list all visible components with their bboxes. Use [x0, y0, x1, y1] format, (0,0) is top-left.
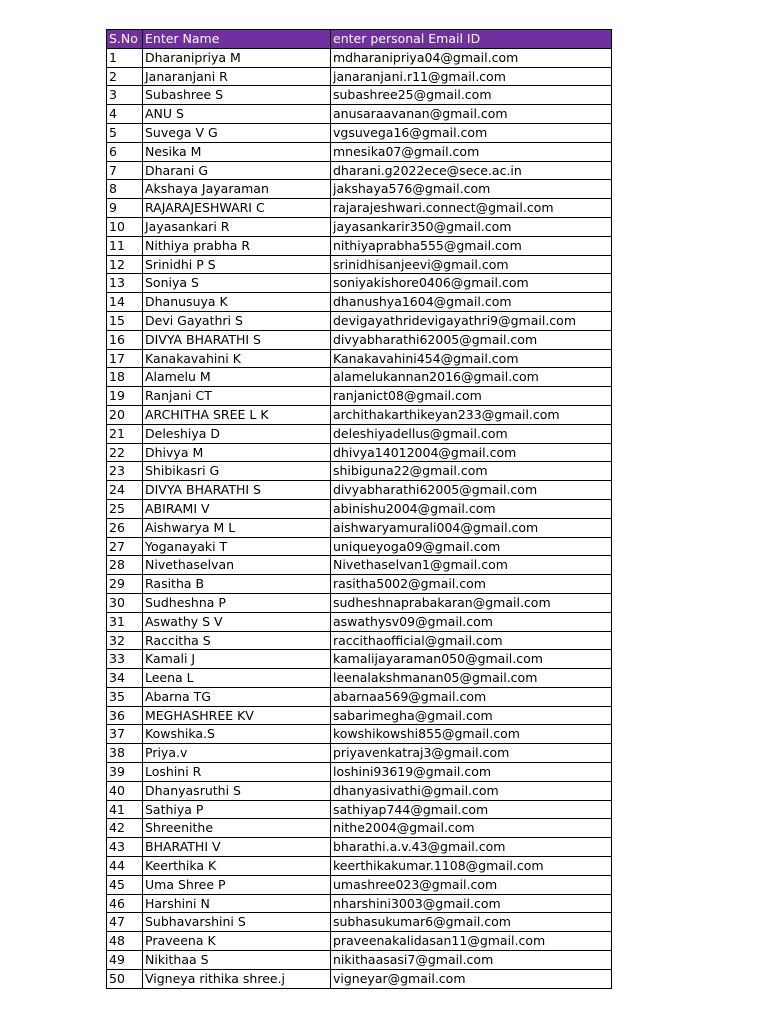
- cell-sno: 22: [107, 443, 143, 462]
- cell-email: praveenakalidasan11@gmail.com: [331, 932, 612, 951]
- cell-sno: 24: [107, 481, 143, 500]
- cell-sno: 19: [107, 387, 143, 406]
- cell-email: deleshiyadellus@gmail.com: [331, 424, 612, 443]
- cell-email: vgsuvega16@gmail.com: [331, 123, 612, 142]
- table-row: [107, 481, 612, 500]
- cell-sno: 7: [107, 161, 143, 180]
- table-row: [107, 161, 612, 180]
- cell-sno: 49: [107, 951, 143, 970]
- cell-name: Sudheshna P: [143, 593, 331, 612]
- cell-email: raccithaofficial@gmail.com: [331, 631, 612, 650]
- cell-email: sathiyap744@gmail.com: [331, 800, 612, 819]
- cell-name: DIVYA BHARATHI S: [143, 481, 331, 500]
- cell-name: MEGHASHREE KV: [143, 706, 331, 725]
- cell-email: janaranjani.r11@gmail.com: [331, 67, 612, 86]
- table-row: [107, 706, 612, 725]
- cell-name: Dhanusuya K: [143, 293, 331, 312]
- cell-name: Kamali J: [143, 650, 331, 669]
- cell-name: Loshini R: [143, 763, 331, 782]
- cell-email: dhivya14012004@gmail.com: [331, 443, 612, 462]
- cell-name: Soniya S: [143, 274, 331, 293]
- table-row: [107, 405, 612, 424]
- cell-name: Rasitha B: [143, 575, 331, 594]
- cell-email: anusaraavanan@gmail.com: [331, 105, 612, 124]
- cell-email: Kanakavahini454@gmail.com: [331, 349, 612, 368]
- cell-name: RAJARAJESHWARI C: [143, 199, 331, 218]
- cell-email: subashree25@gmail.com: [331, 86, 612, 105]
- cell-sno: 39: [107, 763, 143, 782]
- cell-sno: 21: [107, 424, 143, 443]
- cell-name: Akshaya Jayaraman: [143, 180, 331, 199]
- cell-email: divyabharathi62005@gmail.com: [331, 481, 612, 500]
- cell-name: ANU S: [143, 105, 331, 124]
- cell-sno: 18: [107, 368, 143, 387]
- table-row: [107, 424, 612, 443]
- cell-name: Aishwarya M L: [143, 518, 331, 537]
- cell-name: Jayasankari R: [143, 217, 331, 236]
- cell-email: rasitha5002@gmail.com: [331, 575, 612, 594]
- table-row: [107, 180, 612, 199]
- cell-sno: 11: [107, 236, 143, 255]
- table-row: [107, 575, 612, 594]
- table-row: [107, 556, 612, 575]
- cell-email: divyabharathi62005@gmail.com: [331, 330, 612, 349]
- cell-email: uniqueyoga09@gmail.com: [331, 537, 612, 556]
- cell-email: mnesika07@gmail.com: [331, 142, 612, 161]
- cell-sno: 47: [107, 913, 143, 932]
- table-row: [107, 969, 612, 988]
- table-row: [107, 67, 612, 86]
- cell-sno: 20: [107, 405, 143, 424]
- table-row: [107, 593, 612, 612]
- cell-email: nithe2004@gmail.com: [331, 819, 612, 838]
- cell-email: alamelukannan2016@gmail.com: [331, 368, 612, 387]
- cell-name: Priya.v: [143, 744, 331, 763]
- cell-sno: 4: [107, 105, 143, 124]
- cell-name: Subhavarshini S: [143, 913, 331, 932]
- cell-name: Nikithaa S: [143, 951, 331, 970]
- cell-name: Vigneya rithika shree.j: [143, 969, 331, 988]
- cell-sno: 37: [107, 725, 143, 744]
- cell-sno: 50: [107, 969, 143, 988]
- cell-email: bharathi.a.v.43@gmail.com: [331, 838, 612, 857]
- cell-name: Alamelu M: [143, 368, 331, 387]
- cell-name: Nivethaselvan: [143, 556, 331, 575]
- cell-email: jakshaya576@gmail.com: [331, 180, 612, 199]
- table-row: [107, 857, 612, 876]
- cell-email: sudheshnaprabakaran@gmail.com: [331, 593, 612, 612]
- cell-email: umashree023@gmail.com: [331, 875, 612, 894]
- cell-email: aishwaryamurali004@gmail.com: [331, 518, 612, 537]
- table-row: [107, 311, 612, 330]
- cell-name: Harshini N: [143, 894, 331, 913]
- cell-sno: 48: [107, 932, 143, 951]
- table-row: [107, 86, 612, 105]
- cell-sno: 43: [107, 838, 143, 857]
- table-row: [107, 612, 612, 631]
- cell-email: abinishu2004@gmail.com: [331, 499, 612, 518]
- table-row: [107, 199, 612, 218]
- cell-sno: 40: [107, 781, 143, 800]
- cell-name: Praveena K: [143, 932, 331, 951]
- table-row: [107, 330, 612, 349]
- cell-name: Devi Gayathri S: [143, 311, 331, 330]
- table-row: [107, 443, 612, 462]
- cell-sno: 38: [107, 744, 143, 763]
- cell-sno: 44: [107, 857, 143, 876]
- cell-sno: 45: [107, 875, 143, 894]
- cell-email: keerthikakumar.1108@gmail.com: [331, 857, 612, 876]
- cell-sno: 10: [107, 217, 143, 236]
- table-row: [107, 368, 612, 387]
- cell-sno: 1: [107, 48, 143, 67]
- table-row: [107, 236, 612, 255]
- cell-name: Shibikasri G: [143, 462, 331, 481]
- cell-name: Nithiya prabha R: [143, 236, 331, 255]
- table-row: [107, 123, 612, 142]
- cell-name: Dhanyasruthi S: [143, 781, 331, 800]
- cell-name: Abarna TG: [143, 687, 331, 706]
- table-row: [107, 48, 612, 67]
- table-row: [107, 462, 612, 481]
- table-row: [107, 349, 612, 368]
- cell-name: Kowshika.S: [143, 725, 331, 744]
- cell-sno: 5: [107, 123, 143, 142]
- cell-email: archithakarthikeyan233@gmail.com: [331, 405, 612, 424]
- table-row: [107, 932, 612, 951]
- cell-sno: 35: [107, 687, 143, 706]
- cell-email: kowshikowshi855@gmail.com: [331, 725, 612, 744]
- table-row: [107, 537, 612, 556]
- cell-sno: 41: [107, 800, 143, 819]
- table-row: [107, 744, 612, 763]
- cell-email: loshini93619@gmail.com: [331, 763, 612, 782]
- cell-name: Sathiya P: [143, 800, 331, 819]
- cell-sno: 23: [107, 462, 143, 481]
- cell-sno: 12: [107, 255, 143, 274]
- cell-email: vigneyar@gmail.com: [331, 969, 612, 988]
- cell-name: Yoganayaki T: [143, 537, 331, 556]
- cell-name: ARCHITHA SREE L K: [143, 405, 331, 424]
- cell-name: Leena L: [143, 669, 331, 688]
- table-row: [107, 763, 612, 782]
- cell-name: Raccitha S: [143, 631, 331, 650]
- table-body: [107, 48, 612, 988]
- cell-sno: 27: [107, 537, 143, 556]
- cell-sno: 25: [107, 499, 143, 518]
- cell-name: Deleshiya D: [143, 424, 331, 443]
- cell-sno: 32: [107, 631, 143, 650]
- table-row: [107, 913, 612, 932]
- cell-sno: 28: [107, 556, 143, 575]
- table-row: [107, 499, 612, 518]
- header-email: enter personal Email ID: [331, 30, 612, 49]
- cell-name: Uma Shree P: [143, 875, 331, 894]
- table-row: [107, 631, 612, 650]
- table-row: [107, 217, 612, 236]
- cell-sno: 8: [107, 180, 143, 199]
- cell-name: DIVYA BHARATHI S: [143, 330, 331, 349]
- cell-email: devigayathridevigayathri9@gmail.com: [331, 311, 612, 330]
- cell-sno: 30: [107, 593, 143, 612]
- cell-email: priyavenkatraj3@gmail.com: [331, 744, 612, 763]
- cell-email: mdharanipriya04@gmail.com: [331, 48, 612, 67]
- cell-email: jayasankarir350@gmail.com: [331, 217, 612, 236]
- cell-email: abarnaa569@gmail.com: [331, 687, 612, 706]
- table-row: [107, 781, 612, 800]
- cell-email: kamalijayaraman050@gmail.com: [331, 650, 612, 669]
- table-row: [107, 650, 612, 669]
- table-row: [107, 255, 612, 274]
- cell-name: Ranjani CT: [143, 387, 331, 406]
- cell-sno: 17: [107, 349, 143, 368]
- cell-sno: 31: [107, 612, 143, 631]
- table-row: [107, 387, 612, 406]
- cell-name: Shreenithe: [143, 819, 331, 838]
- cell-sno: 36: [107, 706, 143, 725]
- cell-sno: 13: [107, 274, 143, 293]
- cell-name: Dharani G: [143, 161, 331, 180]
- table-row: [107, 875, 612, 894]
- header-name: Enter Name: [143, 30, 331, 49]
- cell-name: Subashree S: [143, 86, 331, 105]
- cell-email: nikithaasasi7@gmail.com: [331, 951, 612, 970]
- header-row: [107, 30, 612, 49]
- cell-name: Dhivya M: [143, 443, 331, 462]
- cell-sno: 6: [107, 142, 143, 161]
- table-row: [107, 669, 612, 688]
- table-row: [107, 274, 612, 293]
- cell-name: ABIRAMI V: [143, 499, 331, 518]
- cell-name: Aswathy S V: [143, 612, 331, 631]
- table-row: [107, 819, 612, 838]
- cell-sno: 46: [107, 894, 143, 913]
- cell-email: ranjanict08@gmail.com: [331, 387, 612, 406]
- cell-sno: 42: [107, 819, 143, 838]
- header-sno: S.No: [107, 30, 143, 49]
- cell-name: Dharanipriya M: [143, 48, 331, 67]
- student-email-table: [106, 29, 612, 989]
- cell-email: dharani.g2022ece@sece.ac.in: [331, 161, 612, 180]
- table-row: [107, 293, 612, 312]
- table-row: [107, 894, 612, 913]
- cell-email: dhanushya1604@gmail.com: [331, 293, 612, 312]
- cell-sno: 29: [107, 575, 143, 594]
- cell-sno: 15: [107, 311, 143, 330]
- cell-sno: 3: [107, 86, 143, 105]
- cell-sno: 33: [107, 650, 143, 669]
- cell-name: Keerthika K: [143, 857, 331, 876]
- table-row: [107, 142, 612, 161]
- cell-name: BHARATHI V: [143, 838, 331, 857]
- table-row: [107, 800, 612, 819]
- table-row: [107, 518, 612, 537]
- cell-email: leenalakshmanan05@gmail.com: [331, 669, 612, 688]
- cell-email: rajarajeshwari.connect@gmail.com: [331, 199, 612, 218]
- cell-sno: 34: [107, 669, 143, 688]
- cell-email: nithiyaprabha555@gmail.com: [331, 236, 612, 255]
- cell-email: sabarimegha@gmail.com: [331, 706, 612, 725]
- cell-email: subhasukumar6@gmail.com: [331, 913, 612, 932]
- table-row: [107, 687, 612, 706]
- cell-email: aswathysv09@gmail.com: [331, 612, 612, 631]
- cell-email: nharshini3003@gmail.com: [331, 894, 612, 913]
- cell-sno: 9: [107, 199, 143, 218]
- cell-email: srinidhisanjeevi@gmail.com: [331, 255, 612, 274]
- table-row: [107, 105, 612, 124]
- cell-sno: 14: [107, 293, 143, 312]
- cell-sno: 2: [107, 67, 143, 86]
- table-row: [107, 725, 612, 744]
- cell-email: dhanyasivathi@gmail.com: [331, 781, 612, 800]
- cell-sno: 26: [107, 518, 143, 537]
- table-row: [107, 838, 612, 857]
- cell-email: Nivethaselvan1@gmail.com: [331, 556, 612, 575]
- cell-email: shibiguna22@gmail.com: [331, 462, 612, 481]
- cell-name: Kanakavahini K: [143, 349, 331, 368]
- table-row: [107, 951, 612, 970]
- cell-name: Srinidhi P S: [143, 255, 331, 274]
- cell-name: Nesika M: [143, 142, 331, 161]
- cell-email: soniyakishore0406@gmail.com: [331, 274, 612, 293]
- cell-sno: 16: [107, 330, 143, 349]
- cell-name: Suvega V G: [143, 123, 331, 142]
- cell-name: Janaranjani R: [143, 67, 331, 86]
